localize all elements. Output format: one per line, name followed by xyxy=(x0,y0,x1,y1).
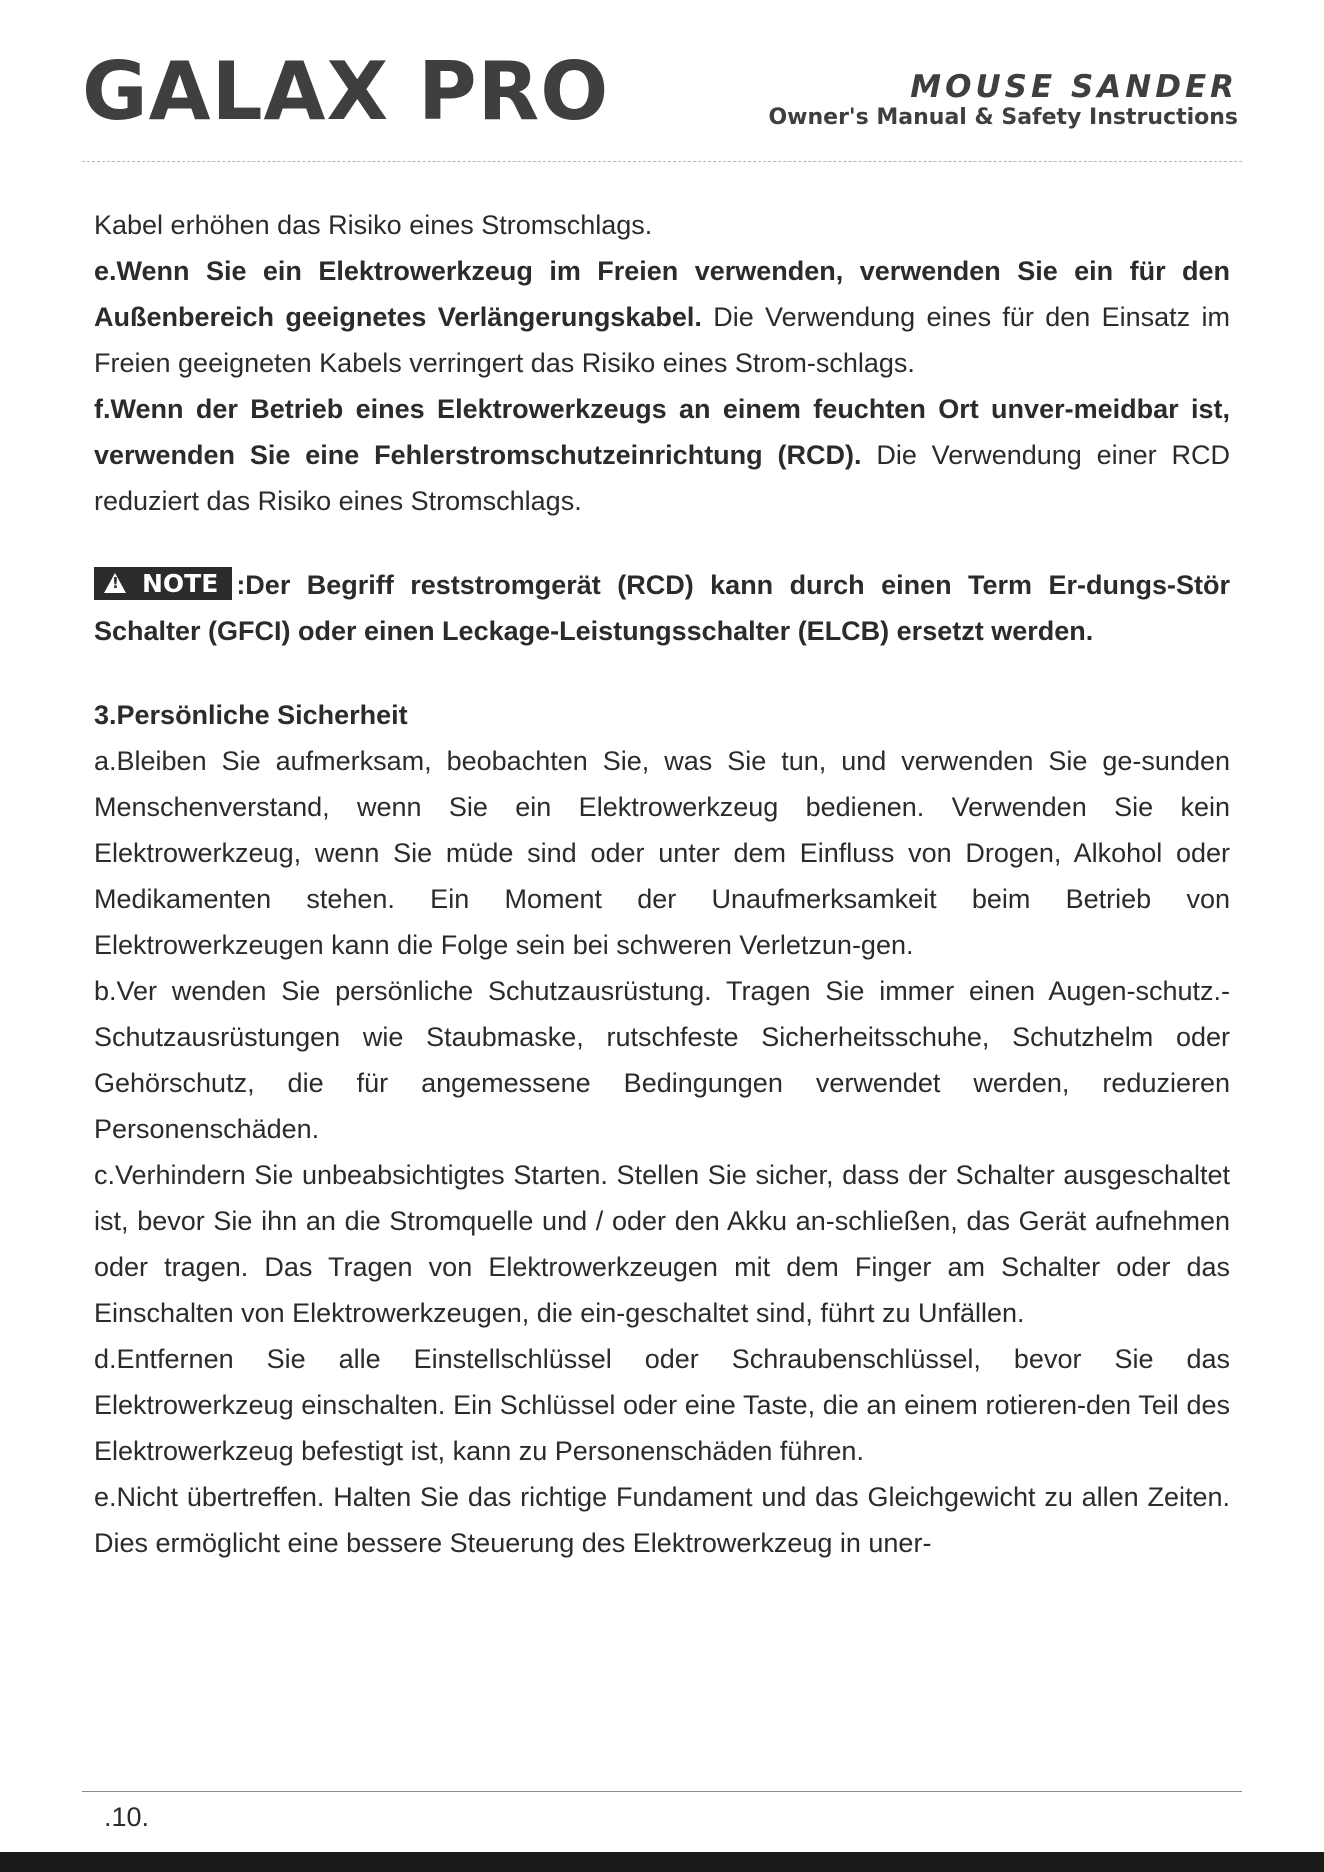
warning-icon xyxy=(104,573,126,593)
outdoor-cable-heading: e.Wenn Sie ein Elektrowerkzeug im Freien verwenden, verwenden Sie ein für den Außenbereich geeignetes Verlängerungskabel. xyxy=(94,256,1230,332)
header-divider xyxy=(82,161,1242,162)
footer-divider xyxy=(82,1791,1242,1792)
item-a: a.Bleiben Sie aufmerksam, beobachten Sie, was Sie tun, und verwenden Sie ge-sunden Menschenverstand, wenn Sie ein Elektrowerkzeug bedienen. Verwenden Sie kein Elektrowerkzeug, wenn Sie müde sind oder unter dem Einfluss von Drogen, Alkohol oder Medikamenten stehen. Ein Moment der Unaufmerksamkeit beim Betrieb von Elektrowerkzeugen kann die Folge sein bei schweren Verletzun-gen. xyxy=(94,746,1230,960)
paragraph-cable: Kabel erhöhen das Risiko eines Stromschlags. xyxy=(94,210,653,240)
page-body xyxy=(94,202,1230,1566)
item-d: d.Entfernen Sie alle Einstellschlüssel oder Schraubenschlüssel, bevor Sie das Elektrowerkzeug einschalten. Ein Schlüssel oder eine Taste, die an einem rotieren-den Teil des Elektrowerkzeug befestigt ist, kann zu Personenschäden führen. xyxy=(94,1344,1230,1466)
note-paragraph xyxy=(94,562,1230,654)
product-name: MOUSE SANDER xyxy=(910,69,1238,105)
manual-title: Owner's Manual & Safety Instructions xyxy=(768,105,1238,130)
item-b: b.Ver wenden Sie persönliche Schutzausrüstung. Tragen Sie immer einen Augen-schutz.- Schutzausrüstungen wie Staubmaske, rutschfeste Sicherheitsschuhe, Schutzhelm oder Gehörschutz, die für angemessene Bedingungen verwendet werden, reduzieren Personenschäden. xyxy=(94,976,1230,1144)
section-heading xyxy=(94,692,1230,738)
paragraph-outdoor-cable xyxy=(94,248,1230,386)
brand-logo: GALAX PRO xyxy=(82,45,610,138)
paragraph-rcd xyxy=(94,386,1230,524)
note-label: NOTE xyxy=(142,569,219,598)
rcd-text: Die Verwendung einer RCD reduziert das Risiko eines Stromschlags. xyxy=(94,440,1230,516)
section-heading-text: 3.Persönliche Sicherheit xyxy=(94,700,408,730)
header-right xyxy=(768,69,1238,130)
item-e: e.Nicht übertreffen. Halten Sie das richtige Fundament und das Gleichgewicht zu allen Zeiten. Dies ermöglicht eine bessere Steuerung des Elektrowerkzeug in uner- xyxy=(94,1482,1230,1558)
note-badge xyxy=(94,567,232,600)
page-number: .10. xyxy=(104,1802,150,1832)
item-c: c.Verhindern Sie unbeabsichtigtes Starten. Stellen Sie sicher, dass der Schalter ausgeschaltet ist, bevor Sie ihn an die Stromquelle und / oder den Akku an-schließen, das Gerät aufnehmen oder tragen. Das Tragen von Elektrowerkzeugen mit dem Finger am Schalter oder das Einschalten von Elektrowerkzeugen, die ein-geschaltet sind, führt zu Unfällen. xyxy=(94,1160,1230,1328)
note-text: :Der Begriff reststromgerät (RCD) kann durch einen Term Er-dungs-Stör Schalter (GFCI) oder einen Leckage-Leistungsschalter (ELCB) ersetzt werden. xyxy=(94,570,1230,646)
bottom-edge-bar xyxy=(0,1852,1324,1872)
outdoor-cable-text: Die Verwendung eines für den Einsatz im Freien geeigneten Kabels verringert das Risiko eines Strom-schlags. xyxy=(94,302,1231,378)
rcd-heading: f.Wenn der Betrieb eines Elektrowerkzeugs an einem feuchten Ort unver-meidbar ist, verwenden Sie eine Fehlerstromschutzeinrichtung (RCD). xyxy=(94,394,1230,470)
